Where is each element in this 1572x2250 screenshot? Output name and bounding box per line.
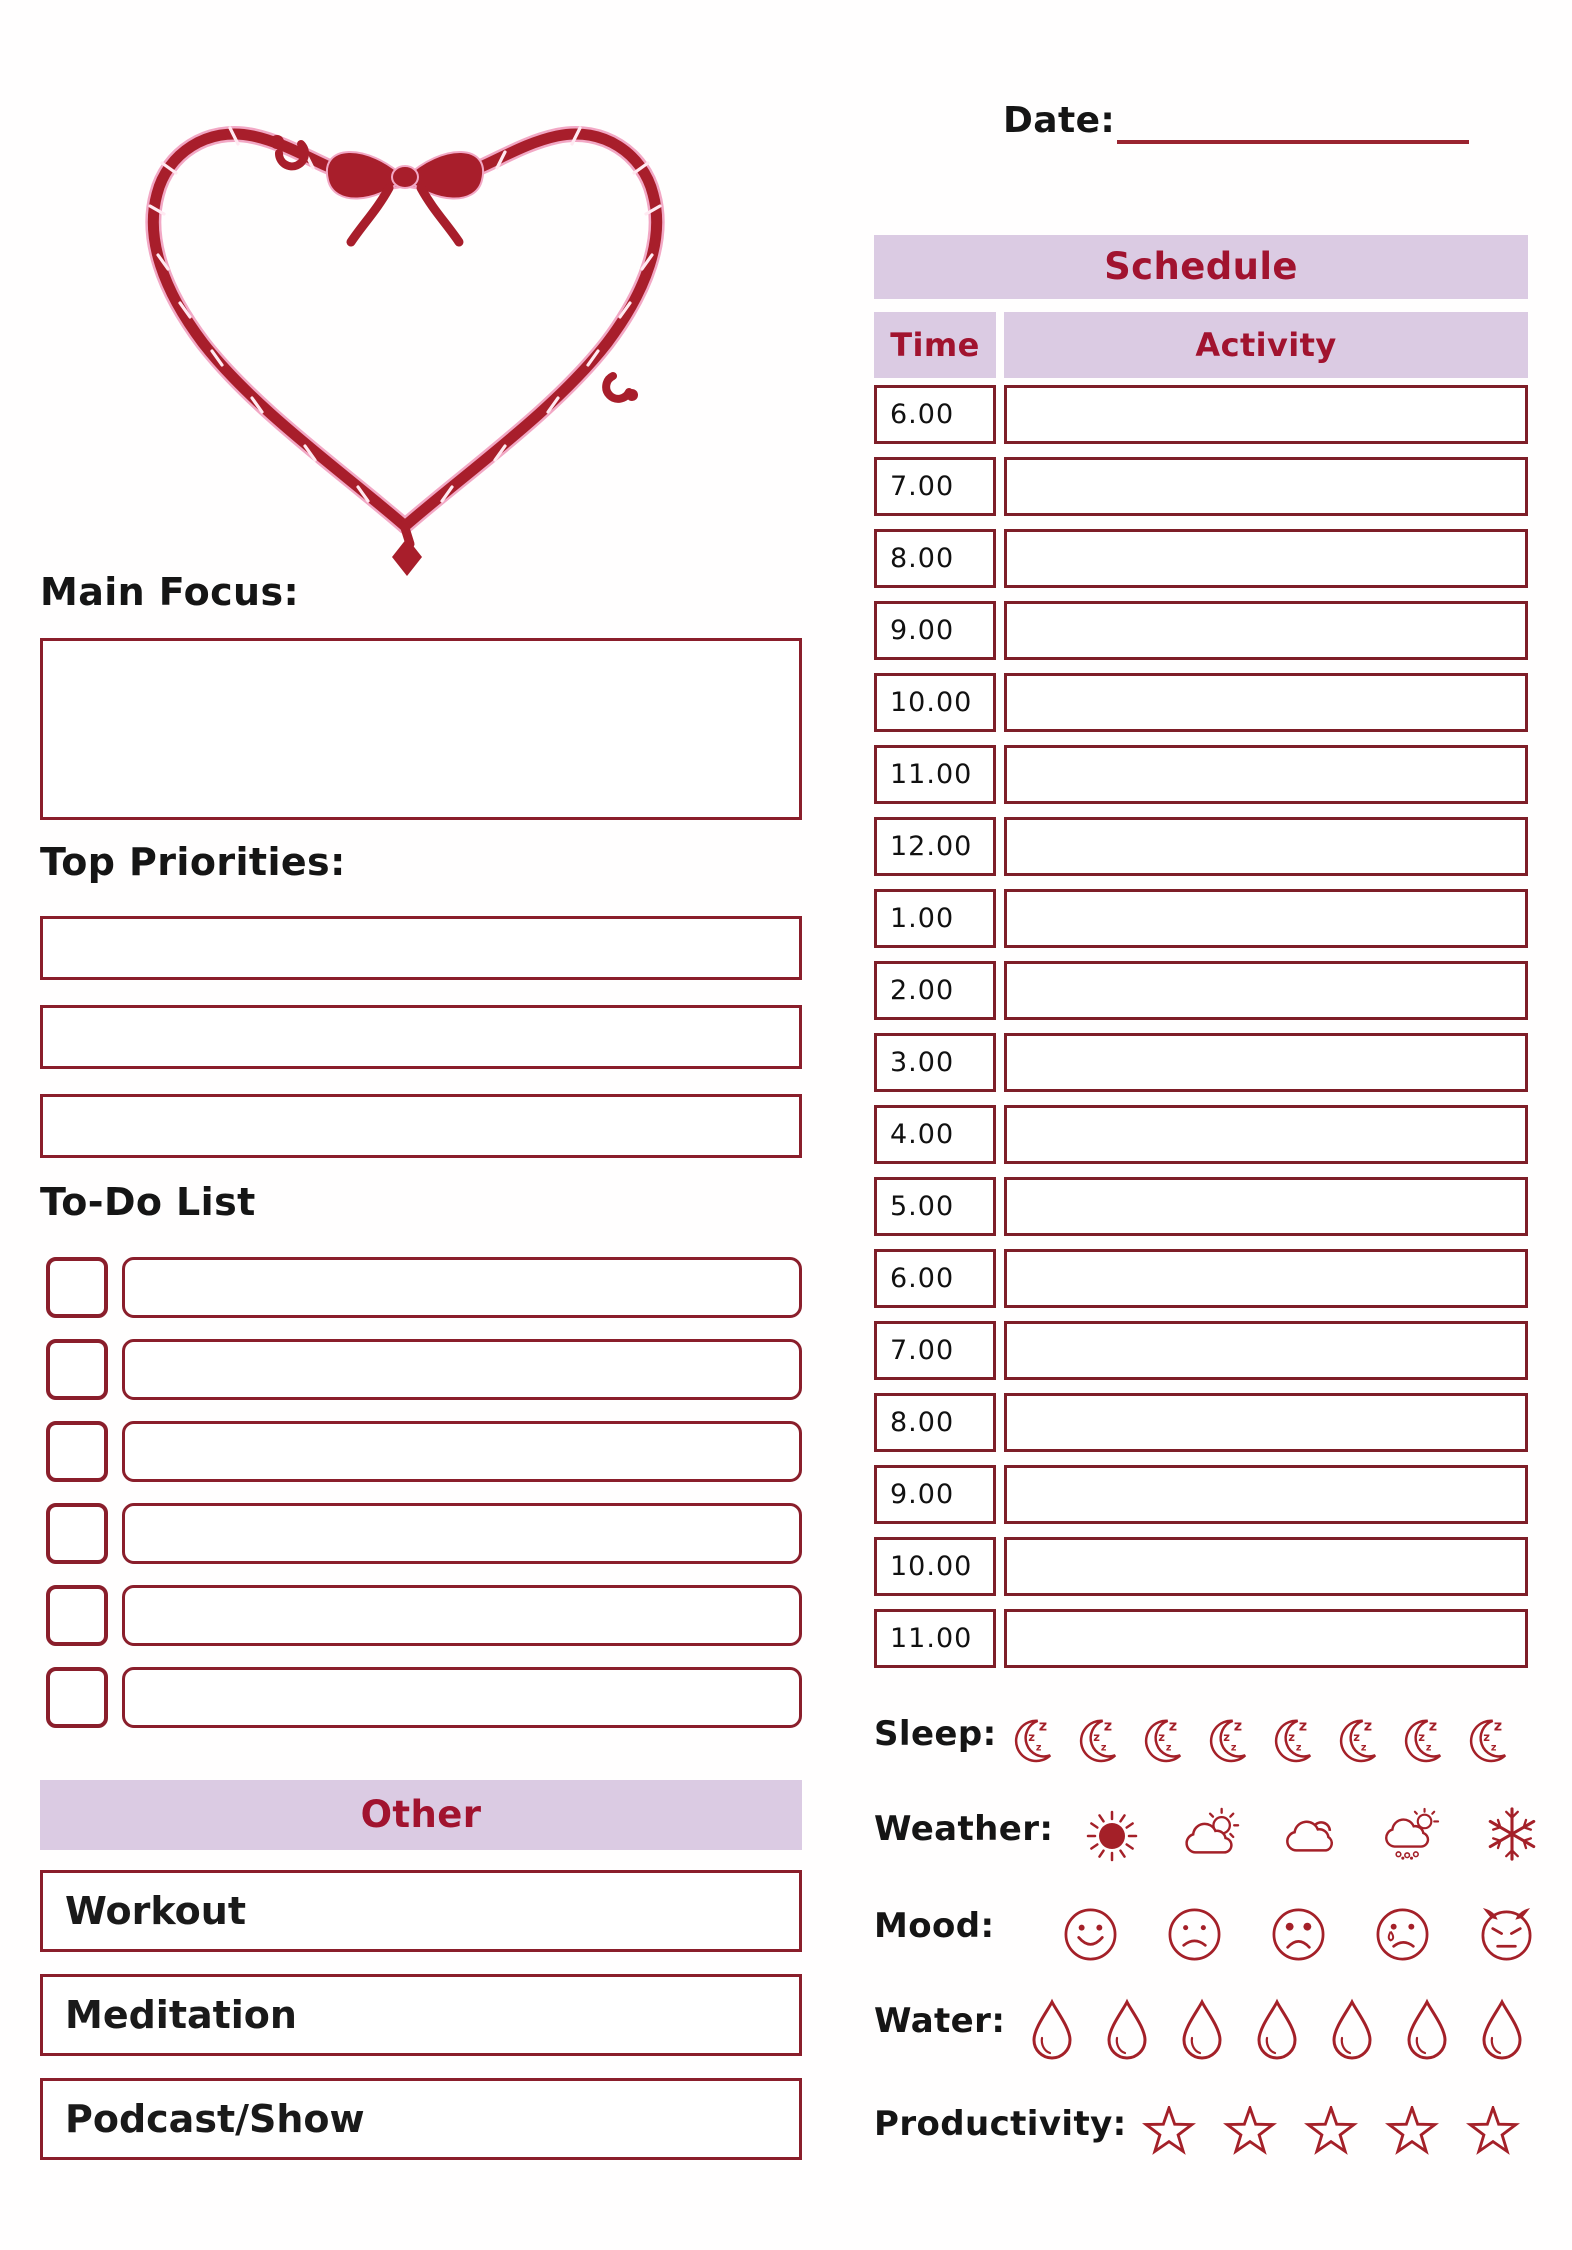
schedule-row (874, 1609, 1528, 1668)
schedule-time-label: 6.00 (890, 1263, 955, 1294)
sleep-tracker-icons (1010, 1716, 1511, 1764)
schedule-row (874, 1177, 1528, 1236)
weather-label: Weather: (874, 1809, 1054, 1849)
water-label: Water: (874, 2001, 1006, 2041)
todo-row (46, 1667, 802, 1728)
schedule-activity-cell[interactable] (1004, 1249, 1528, 1308)
schedule-time-label: 9.00 (890, 615, 955, 646)
schedule-time-cell (874, 385, 996, 444)
date-fill-line[interactable] (1117, 140, 1469, 144)
schedule-row (874, 385, 1528, 444)
priority-box[interactable] (40, 1005, 802, 1069)
happy-face-icon[interactable] (1062, 1906, 1119, 1963)
water-drop-icon[interactable] (1326, 1998, 1378, 2060)
ribbon-heart-with-bow-icon (105, 58, 705, 583)
todo-checkbox[interactable] (46, 1257, 108, 1318)
todo-text-box[interactable] (122, 1585, 802, 1646)
top-priorities-list (40, 916, 802, 1158)
todo-checkbox[interactable] (46, 1339, 108, 1400)
schedule-row (874, 961, 1528, 1020)
todo-list (46, 1257, 802, 1728)
schedule-time-label: 5.00 (890, 1191, 955, 1222)
schedule-time-cell (874, 817, 996, 876)
productivity-label: Productivity: (874, 2104, 1127, 2144)
sun-icon[interactable] (1084, 1806, 1140, 1862)
todo-row (46, 1421, 802, 1482)
frowning-face-icon[interactable] (1270, 1906, 1327, 1963)
weather-tracker-icons (1084, 1806, 1540, 1862)
schedule-time-label: 8.00 (890, 543, 955, 574)
schedule-time-cell (874, 1609, 996, 1668)
sleep-label: Sleep: (874, 1714, 997, 1754)
schedule-time-cell (874, 1105, 996, 1164)
schedule-row (874, 1033, 1528, 1092)
schedule-time-cell (874, 1177, 996, 1236)
schedule-rows (874, 385, 1528, 1668)
todo-text-box[interactable] (122, 1421, 802, 1482)
star-icon[interactable] (1223, 2106, 1277, 2156)
top-priorities-label: Top Priorities: (40, 840, 346, 884)
sleeping-moon-icon[interactable] (1335, 1716, 1381, 1764)
other-item-label: Podcast/Show (65, 2097, 365, 2141)
schedule-activity-cell[interactable] (1004, 1105, 1528, 1164)
date-label: Date: (1003, 100, 1116, 141)
schedule-time-label: 2.00 (890, 975, 955, 1006)
cloud-icon[interactable] (1284, 1806, 1340, 1862)
todo-text-box[interactable] (122, 1667, 802, 1728)
schedule-activity-cell[interactable] (1004, 961, 1528, 1020)
sleeping-moon-icon[interactable] (1205, 1716, 1251, 1764)
other-item-label: Workout (65, 1889, 246, 1933)
schedule-time-cell (874, 1249, 996, 1308)
schedule-time-column-header: Time (874, 312, 996, 378)
schedule-row (874, 1393, 1528, 1452)
schedule-activity-cell[interactable] (1004, 1033, 1528, 1092)
sun-behind-cloud-icon[interactable] (1184, 1806, 1240, 1862)
schedule-time-label: 11.00 (890, 1623, 973, 1654)
schedule-time-cell (874, 457, 996, 516)
todo-text-box[interactable] (122, 1257, 802, 1318)
schedule-row (874, 1537, 1528, 1596)
main-focus-box[interactable] (40, 638, 802, 820)
schedule-time-label: 6.00 (890, 399, 955, 430)
other-item-label: Meditation (65, 1993, 297, 2037)
schedule-time-cell (874, 1465, 996, 1524)
schedule-activity-cell[interactable] (1004, 1537, 1528, 1596)
star-icon[interactable] (1142, 2106, 1196, 2156)
main-focus-label: Main Focus: (40, 570, 300, 614)
schedule-time-cell (874, 889, 996, 948)
water-drop-icon[interactable] (1251, 1998, 1303, 2060)
schedule-row (874, 457, 1528, 516)
other-item-box[interactable] (40, 1870, 802, 1952)
schedule-row (874, 1249, 1528, 1308)
water-drop-icon[interactable] (1176, 1998, 1228, 2060)
productivity-tracker-icons (1142, 2106, 1520, 2156)
schedule-time-label: 4.00 (890, 1119, 955, 1150)
schedule-time-label: 3.00 (890, 1047, 955, 1078)
schedule-activity-cell[interactable] (1004, 673, 1528, 732)
schedule-row (874, 889, 1528, 948)
schedule-time-label: 9.00 (890, 1479, 955, 1510)
devil-face-icon[interactable] (1478, 1906, 1535, 1963)
schedule-time-label: 7.00 (890, 1335, 955, 1366)
snowflake-icon[interactable] (1484, 1806, 1540, 1862)
other-item-box[interactable] (40, 2078, 802, 2160)
rain-cloud-icon[interactable] (1384, 1806, 1440, 1862)
mood-label: Mood: (874, 1906, 995, 1946)
sad-face-icon[interactable] (1166, 1906, 1223, 1963)
priority-box[interactable] (40, 916, 802, 980)
sleeping-moon-icon[interactable] (1075, 1716, 1121, 1764)
schedule-time-cell (874, 1321, 996, 1380)
schedule-title: Schedule (874, 235, 1528, 299)
schedule-activity-cell[interactable] (1004, 457, 1528, 516)
schedule-time-label: 8.00 (890, 1407, 955, 1438)
schedule-row (874, 529, 1528, 588)
schedule-time-cell (874, 1393, 996, 1452)
star-icon[interactable] (1304, 2106, 1358, 2156)
other-list (40, 1870, 802, 2160)
schedule-time-cell (874, 1033, 996, 1092)
sleeping-moon-icon[interactable] (1465, 1716, 1511, 1764)
sleeping-moon-icon[interactable] (1270, 1716, 1316, 1764)
todo-checkbox[interactable] (46, 1585, 108, 1646)
mood-tracker-icons (1062, 1906, 1535, 1963)
water-drop-icon[interactable] (1401, 1998, 1453, 2060)
water-tracker-icons (1026, 1998, 1528, 2060)
schedule-time-cell (874, 529, 996, 588)
todo-text-box[interactable] (122, 1503, 802, 1564)
schedule-time-cell (874, 601, 996, 660)
schedule-time-cell (874, 961, 996, 1020)
todo-row (46, 1503, 802, 1564)
schedule-activity-cell[interactable] (1004, 817, 1528, 876)
star-icon[interactable] (1385, 2106, 1439, 2156)
todo-checkbox[interactable] (46, 1667, 108, 1728)
schedule-activity-cell[interactable] (1004, 529, 1528, 588)
schedule-activity-cell[interactable] (1004, 745, 1528, 804)
schedule-time-cell (874, 745, 996, 804)
crying-face-icon[interactable] (1374, 1906, 1431, 1963)
schedule-time-cell (874, 1537, 996, 1596)
water-drop-icon[interactable] (1101, 1998, 1153, 2060)
schedule-activity-cell[interactable] (1004, 1321, 1528, 1380)
schedule-activity-cell[interactable] (1004, 1609, 1528, 1668)
schedule-activity-column-header: Activity (1004, 312, 1528, 378)
schedule-row (874, 745, 1528, 804)
schedule-time-label: 12.00 (890, 831, 973, 862)
schedule-row (874, 1105, 1528, 1164)
schedule-activity-cell[interactable] (1004, 385, 1528, 444)
todo-row (46, 1585, 802, 1646)
schedule-row (874, 1321, 1528, 1380)
schedule-time-label: 10.00 (890, 1551, 973, 1582)
todo-list-label: To-Do List (40, 1180, 256, 1224)
todo-row (46, 1339, 802, 1400)
sleeping-moon-icon[interactable] (1400, 1716, 1446, 1764)
schedule-activity-cell[interactable] (1004, 1393, 1528, 1452)
schedule-row (874, 601, 1528, 660)
schedule-time-label: 11.00 (890, 759, 973, 790)
todo-checkbox[interactable] (46, 1503, 108, 1564)
todo-row (46, 1257, 802, 1318)
schedule-activity-cell[interactable] (1004, 889, 1528, 948)
schedule-activity-cell[interactable] (1004, 601, 1528, 660)
schedule-row (874, 1465, 1528, 1524)
sleeping-moon-icon[interactable] (1140, 1716, 1186, 1764)
schedule-row (874, 673, 1528, 732)
todo-checkbox[interactable] (46, 1421, 108, 1482)
water-drop-icon[interactable] (1026, 1998, 1078, 2060)
schedule-time-cell (874, 673, 996, 732)
water-drop-icon[interactable] (1476, 1998, 1528, 2060)
star-icon[interactable] (1466, 2106, 1520, 2156)
other-item-box[interactable] (40, 1974, 802, 2056)
schedule-activity-cell[interactable] (1004, 1465, 1528, 1524)
schedule-time-label: 10.00 (890, 687, 973, 718)
sleeping-moon-icon[interactable] (1010, 1716, 1056, 1764)
schedule-time-label: 1.00 (890, 903, 955, 934)
schedule-row (874, 817, 1528, 876)
priority-box[interactable] (40, 1094, 802, 1158)
other-section-header: Other (40, 1780, 802, 1850)
schedule-time-label: 7.00 (890, 471, 955, 502)
todo-text-box[interactable] (122, 1339, 802, 1400)
schedule-activity-cell[interactable] (1004, 1177, 1528, 1236)
